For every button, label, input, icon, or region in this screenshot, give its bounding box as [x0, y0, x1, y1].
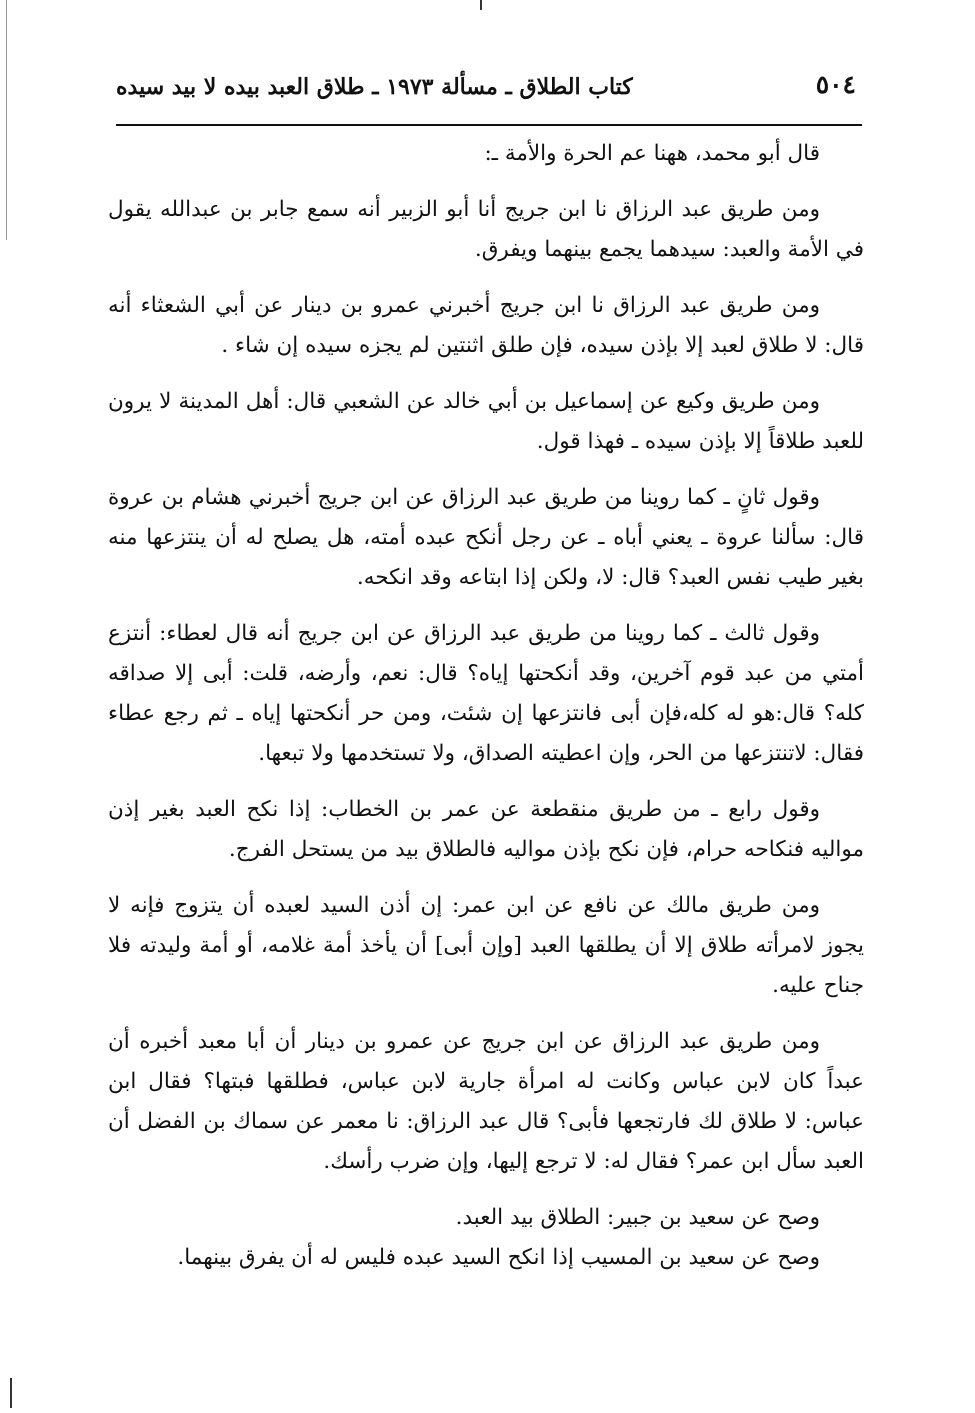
header-rule — [116, 124, 862, 126]
scan-mark-top — [480, 0, 482, 10]
paragraph: قال أبو محمد، ههنا عم الحرة والأمة ـ: — [484, 141, 820, 166]
paragraph: وقول رابع ـ من طريق منقطعة عن عمر بن الخطاب: إذا نكح العبد بغير إذن مواليه فنكاحه حرام، فإن نكح بإذن مواليه فالطلاق بيد من يستحل الفرج. — [108, 797, 864, 862]
paragraph: ومن طريق مالك عن نافع عن ابن عمر: إن أذن السيد لعبده أن يتزوج فإنه لا يجوز لامرأته طلاق إلا أن يطلقها العبد [وإن أبى] أن يأخذ أمة غلامه، أو أمة وليدته فلا جناح عليه. — [108, 893, 864, 998]
paragraph: ومن طريق عبد الرزاق نا ابن جريج أخبرني عمرو بن دينار عن أبي الشعثاء أنه قال: لا طلاق لعبد إلا بإذن سيده، فإن طلق اثنتين لم يجزه سيده إن شاء . — [108, 293, 864, 358]
scan-mark-left — [6, 0, 7, 240]
paragraph: ومن طريق عبد الرزاق نا ابن جريج أنا أبو الزبير أنه سمع جابر بن عبدالله يقول في الأمة والعبد: سيدهما يجمع بينهما ويفرق. — [108, 197, 864, 262]
paragraph: وصح عن سعيد بن المسيب إذا انكح السيد عبده فليس له أن يفرق بينهما. — [177, 1245, 820, 1270]
scan-mark-bottom — [10, 1378, 12, 1408]
paragraph: وقول ثالث ـ كما روينا من طريق عبد الرزاق عن ابن جريج أنه قال لعطاء: أنتزع أمتي من عبد قوم آخرين، وقد أنكحتها إياه؟ قال: نعم، وأرضه، قلت: أبى إلا صداقه كله؟ قال:هو له كله،فإن أبى فانتزعها إن شئت، ومن حر أنكحتها إياه ـ ثم رجع عطاء فقال: لاتنتزعها من الحر، وإن اعطيته الصداق، ولا تستخدمها ولا تبعها. — [108, 621, 864, 766]
paragraph: وقول ثانٍ ـ كما روينا من طريق عبد الرزاق عن ابن جريج أخبرني هشام بن عروة قال: سألنا عروة ـ يعني أباه ـ عن رجل أنكح عبده أمته، هل يصلح له أن ينتزعها منه بغير طيب نفس العبد؟ قال: لا، ولكن إذا ابتاعه وقد انكحه. — [108, 485, 864, 590]
paragraph: ومن طريق عبد الرزاق عن ابن جريج عن عمرو بن دينار أن أبا معبد أخبره أن عبداً كان لابن عباس وكانت له امرأة جارية لابن عباس، فطلقها فبتها؟ فقال ابن عباس: لا طلاق لك فارتجعها فأبى؟ قال عبد الرزاق: نا معمر عن سماك بن الفضل أن العبد سأل ابن عمر؟ فقال له: لا ترجع إليها، وإن ضرب رأسك. — [108, 1029, 864, 1174]
running-title: كتاب الطلاق ـ مسألة ١٩٧٣ ـ طلاق العبد بيده لا بيد سيده — [116, 74, 633, 100]
page-number: ٥٠٤ — [815, 70, 856, 99]
page-header — [116, 68, 862, 112]
paragraph: ومن طريق وكيع عن إسماعيل بن أبي خالد عن الشعبي قال: أهل المدينة لا يرون للعبد طلاقاً إلا بإذن سيده ـ فهذا قول. — [108, 389, 864, 454]
paragraph: وصح عن سعيد بن جبير: الطلاق بيد العبد. — [455, 1205, 820, 1230]
page-body — [108, 134, 864, 1278]
